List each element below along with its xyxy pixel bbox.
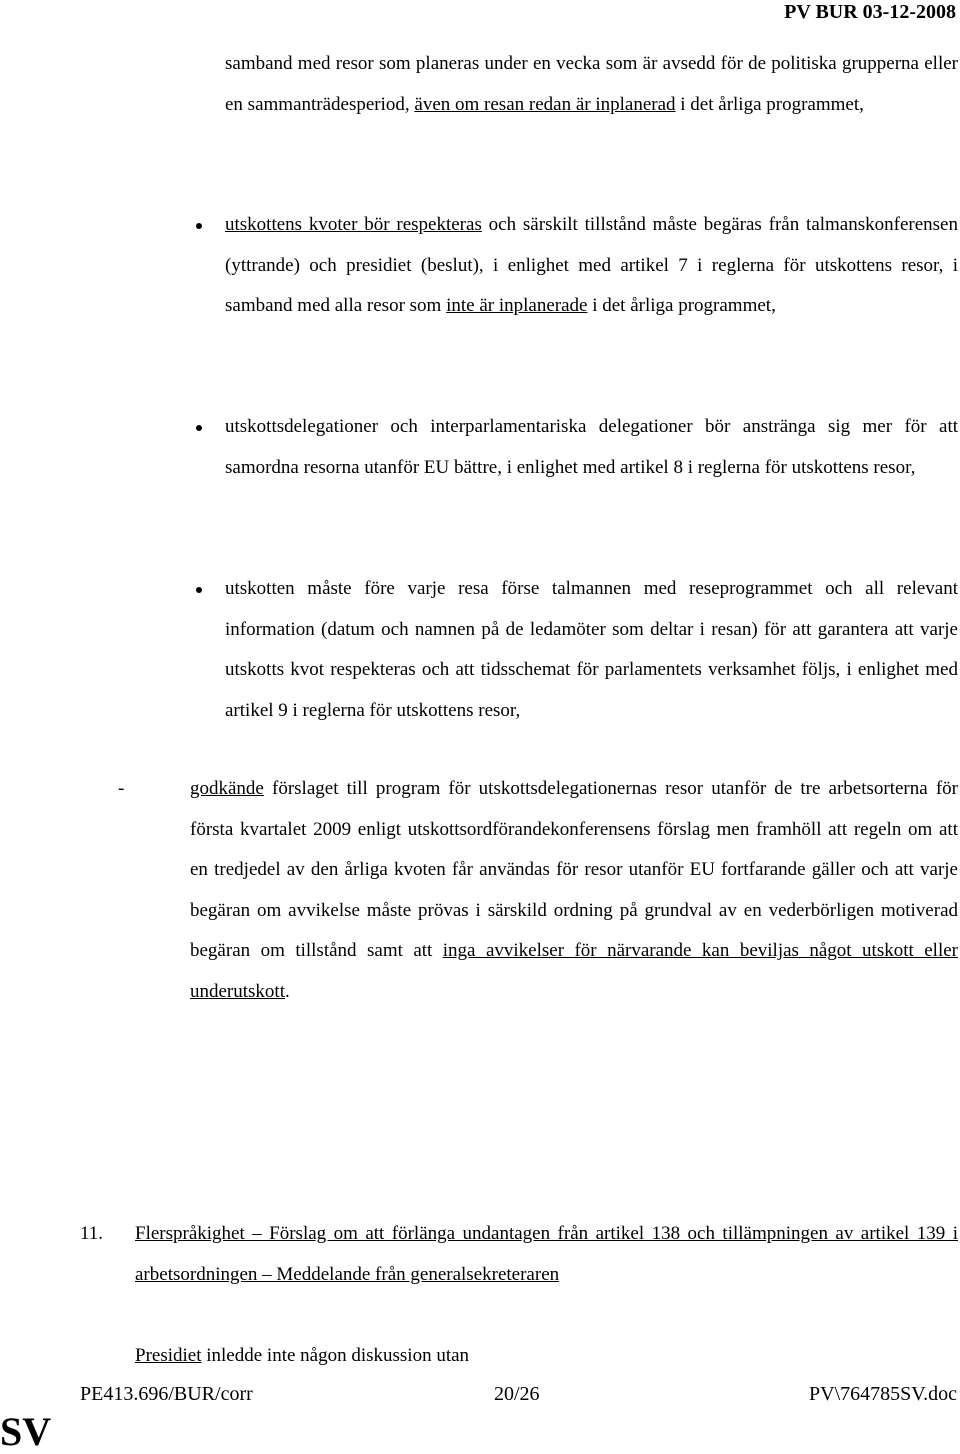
footer-file-name: PV\764785SV.doc <box>809 1383 957 1405</box>
section-title <box>135 1214 958 1295</box>
underlined-text: utskottens kvoter bör respekteras <box>225 214 482 235</box>
text-segment: förslaget till program för utskottsdelegationernas resor utanför de tre arbetsorterna för första kvartalet 2009 enligt utskottsordförandekonferensens förslag men framhöll att regeln om att en tredjedel av den årliga kvoten får användas för resor utanför EU fortfarande gäller och att varje begäran om avvikelse måste prövas i särskild ordning på grundval av en vederbörligen motiverad begäran om tillstånd samt att <box>190 778 958 962</box>
bullet-icon <box>196 223 202 229</box>
text-segment: inledde inte någon diskussion utan <box>201 1345 470 1366</box>
bullet-icon <box>196 425 202 431</box>
dash-item-text <box>190 769 958 1013</box>
underlined-text: även om resan redan är inplanerad <box>414 93 676 115</box>
underlined-text: inte är inplanerade <box>446 295 588 317</box>
underlined-text: Presidiet <box>135 1345 202 1366</box>
bullet-icon <box>196 587 202 593</box>
bullet-text-committee-quotas <box>225 205 958 327</box>
underlined-text: Flerspråkighet – Förslag om att förlänga undantagen från artikel 138 och tillämpningen av artikel 139 i arbetsordningen – Meddelande från generalsekreteraren <box>135 1223 958 1285</box>
text-segment: i det årliga programmet, <box>675 93 864 115</box>
footer-document-ref: PE413.696/BUR/corr <box>80 1383 253 1405</box>
text-segment: i det årliga programmet, <box>587 295 776 317</box>
bullet-text-travel-programme: utskotten måste före varje resa förse talmannen med reseprogrammet och all relevant information (datum och namnen på de ledamöter som deltar i resan) för att garantera att varje utskotts kvot respekteras och att tidsschemat för parlamentets verksamhet följs, i enlighet med artikel 9 i reglerna för utskottens resor, <box>225 578 958 721</box>
text-segment: och särskilt tillstånd måste begäras från talmanskonferensen (yttrande) och presidiet (beslut), i enlighet med artikel 7 i reglerna för utskottens resor, i samband med alla resor som <box>225 214 958 317</box>
underlined-text: godkände <box>190 778 264 799</box>
section-number: 11. <box>80 1223 104 1244</box>
page-reference: PV BUR 03-12-2008 <box>784 1 956 23</box>
bullet-text-continuation <box>225 44 958 125</box>
underlined-text: inga avvikelser för närvarande kan beviljas något utskott eller underutskott <box>190 940 958 1002</box>
dash-marker: - <box>118 778 125 799</box>
text-segment: samband med resor som planeras under en vecka som är avsedd för de politiska grupperna eller en sammanträdesperiod, <box>225 53 958 115</box>
text-segment: . <box>285 980 290 1002</box>
bullet-text-delegations: utskottsdelegationer och interparlamentariska delegationer bör anstränga sig mer för att samordna resorna utanför EU bättre, i enlighet med artikel 8 i reglerna för utskottens resor, <box>225 416 958 478</box>
footer-page-number: 20/26 <box>494 1383 540 1405</box>
section-body <box>135 1336 958 1377</box>
language-code: SV <box>0 1409 52 1454</box>
